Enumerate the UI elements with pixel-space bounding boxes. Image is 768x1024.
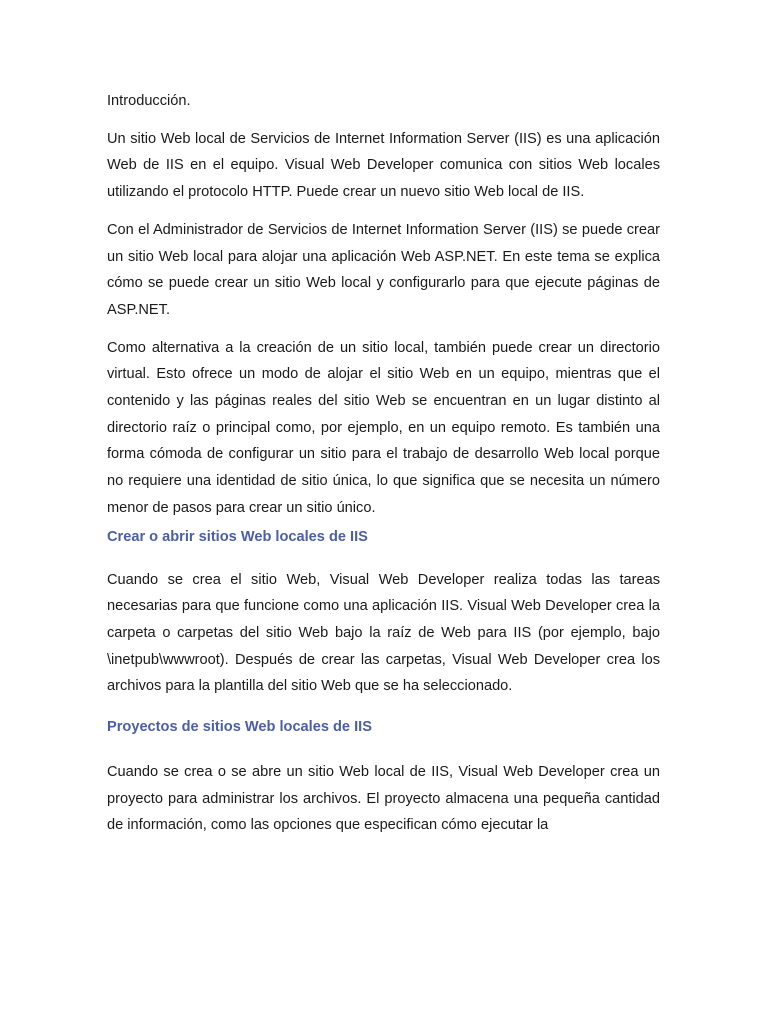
paragraph-create-site: Cuando se crea el sitio Web, Visual Web Developer realiza todas las tareas necesarias para que funcione como una aplicación IIS. Visual Web Developer crea la carpeta o carpetas del sitio Web bajo la raíz de Web para IIS (por ejemplo, bajo \inetpub\wwwroot). Después de crear las carpetas, Visual Web Developer crea los archivos para la plantilla del sitio Web que se ha seleccionado.	[107, 571, 660, 695]
section-heading-create-open: Crear o abrir sitios Web locales de IIS	[107, 528, 368, 545]
paragraph-iis-definition: Un sitio Web local de Servicios de Internet Information Server (IIS) es una aplicación Web de IIS en el equipo. Visual Web Developer comunica con sitios Web locales utilizando el protocolo HTTP. Puede crear un nuevo sitio Web local de IIS.	[107, 130, 660, 201]
paragraph-iis-admin: Con el Administrador de Servicios de Internet Information Server (IIS) se puede crear un sitio Web local para alojar una aplicación Web ASP.NET. En este tema se explica cómo se puede crear un sitio Web local y configurarlo para que ejecute páginas de ASP.NET.	[107, 221, 660, 318]
section-heading-projects: Proyectos de sitios Web locales de IIS	[107, 719, 372, 736]
intro-text: Introducción.	[107, 93, 191, 109]
document-page	[107, 88, 660, 839]
paragraph-project: Cuando se crea o se abre un sitio Web local de IIS, Visual Web Developer crea un proyecto para administrar los archivos. El proyecto almacena una pequeña cantidad de información, como las opciones que especifican cómo ejecutar la	[107, 764, 660, 834]
paragraph-virtual-directory: Como alternativa a la creación de un sitio local, también puede crear un directorio virtual. Esto ofrece un modo de alojar el sitio Web en un equipo, mientras que el contenido y las páginas reales del sitio Web se encuentran en un lugar distinto al directorio raíz o principal como, por ejemplo, en un equipo remoto. Es también una forma cómoda de configurar un sitio para el trabajo de desarrollo Web local porque no requiere una identidad de sitio única, lo que significa que se necesita un número menor de pasos para crear un sitio único.	[107, 339, 660, 516]
